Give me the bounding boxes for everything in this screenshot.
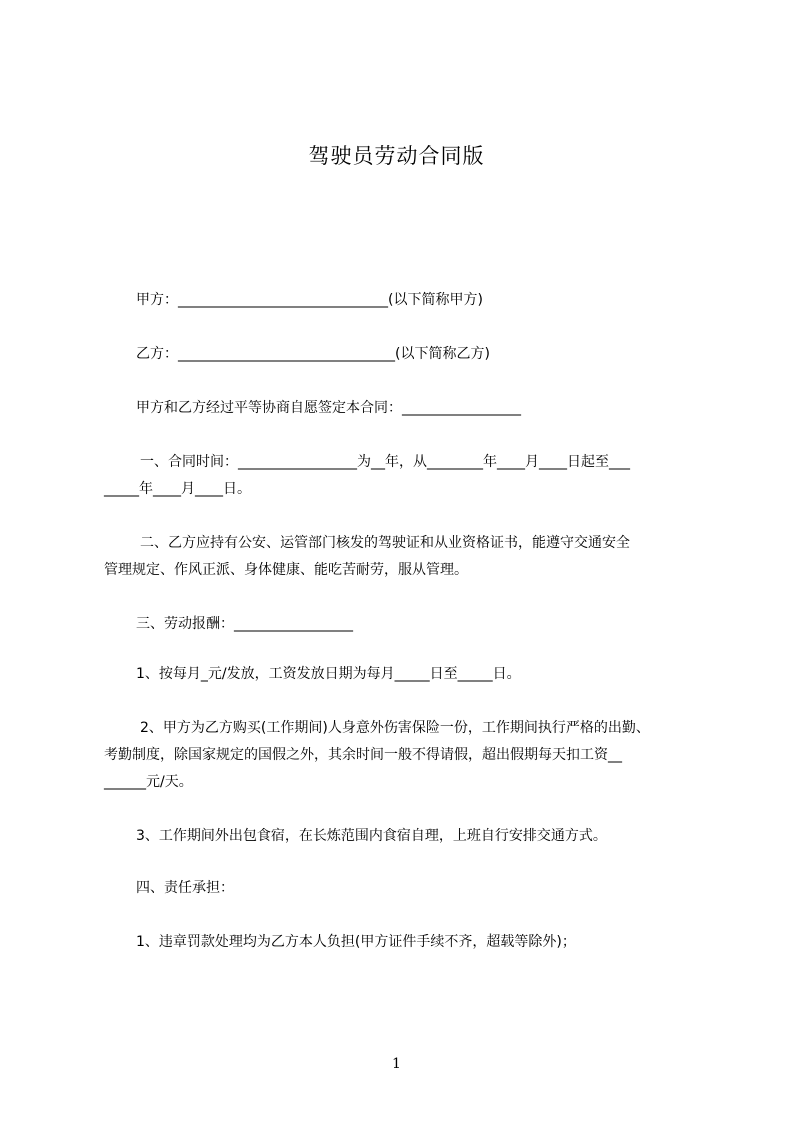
clause-two-line-cont: 管理规定、作风正派、身体健康、能吃苦耐劳，服从管理。 (104, 562, 468, 578)
contract-term-line: 一、合同时间：_________________为__年，从________年____月____日起至___ (140, 454, 630, 470)
party-a-line: 甲方：______________________________(以下简称甲方) (136, 292, 483, 308)
document-title: 驾驶员劳动合同版 (308, 144, 485, 168)
contract-term-line-cont: _____年____月____日。 (104, 481, 251, 497)
party-b-line: 乙方：_______________________________(以下简称乙方) (136, 346, 490, 362)
salary-item-3: 3、工作期间外出包食宿，在长炼范围内食宿自理，上班自行安排交通方式。 (136, 828, 607, 844)
salary-item-2-cont2: ______元/天。 (104, 774, 193, 790)
clause-three-heading: 三、劳动报酬：_________________ (136, 616, 353, 632)
clause-two-line: 二、乙方应持有公安、运管部门核发的驾驶证和从业资格证书，能遵守交通安全 (140, 535, 630, 551)
liability-item-1: 1、违章罚款处理均为乙方本人负担(甲方证件手续不齐，超载等除外)； (136, 934, 576, 950)
page-number: 1 (392, 1056, 401, 1072)
salary-item-2-cont: 考勤制度，除国家规定的国假之外，其余时间一般不得请假，超出假期每天扣工资__ (104, 747, 622, 763)
clause-four-heading: 四、责任承担： (136, 880, 234, 896)
agreement-line: 甲方和乙方经过平等协商自愿签定本合同：_________________ (136, 400, 521, 416)
salary-item-1: 1、按每月_元/发放，工资发放日期为每月_____日至_____日。 (136, 666, 521, 682)
salary-item-2: 2、甲方为乙方购买(工作期间)人身意外伤害保险一份，工作期间执行严格的出勤、 (140, 720, 650, 736)
